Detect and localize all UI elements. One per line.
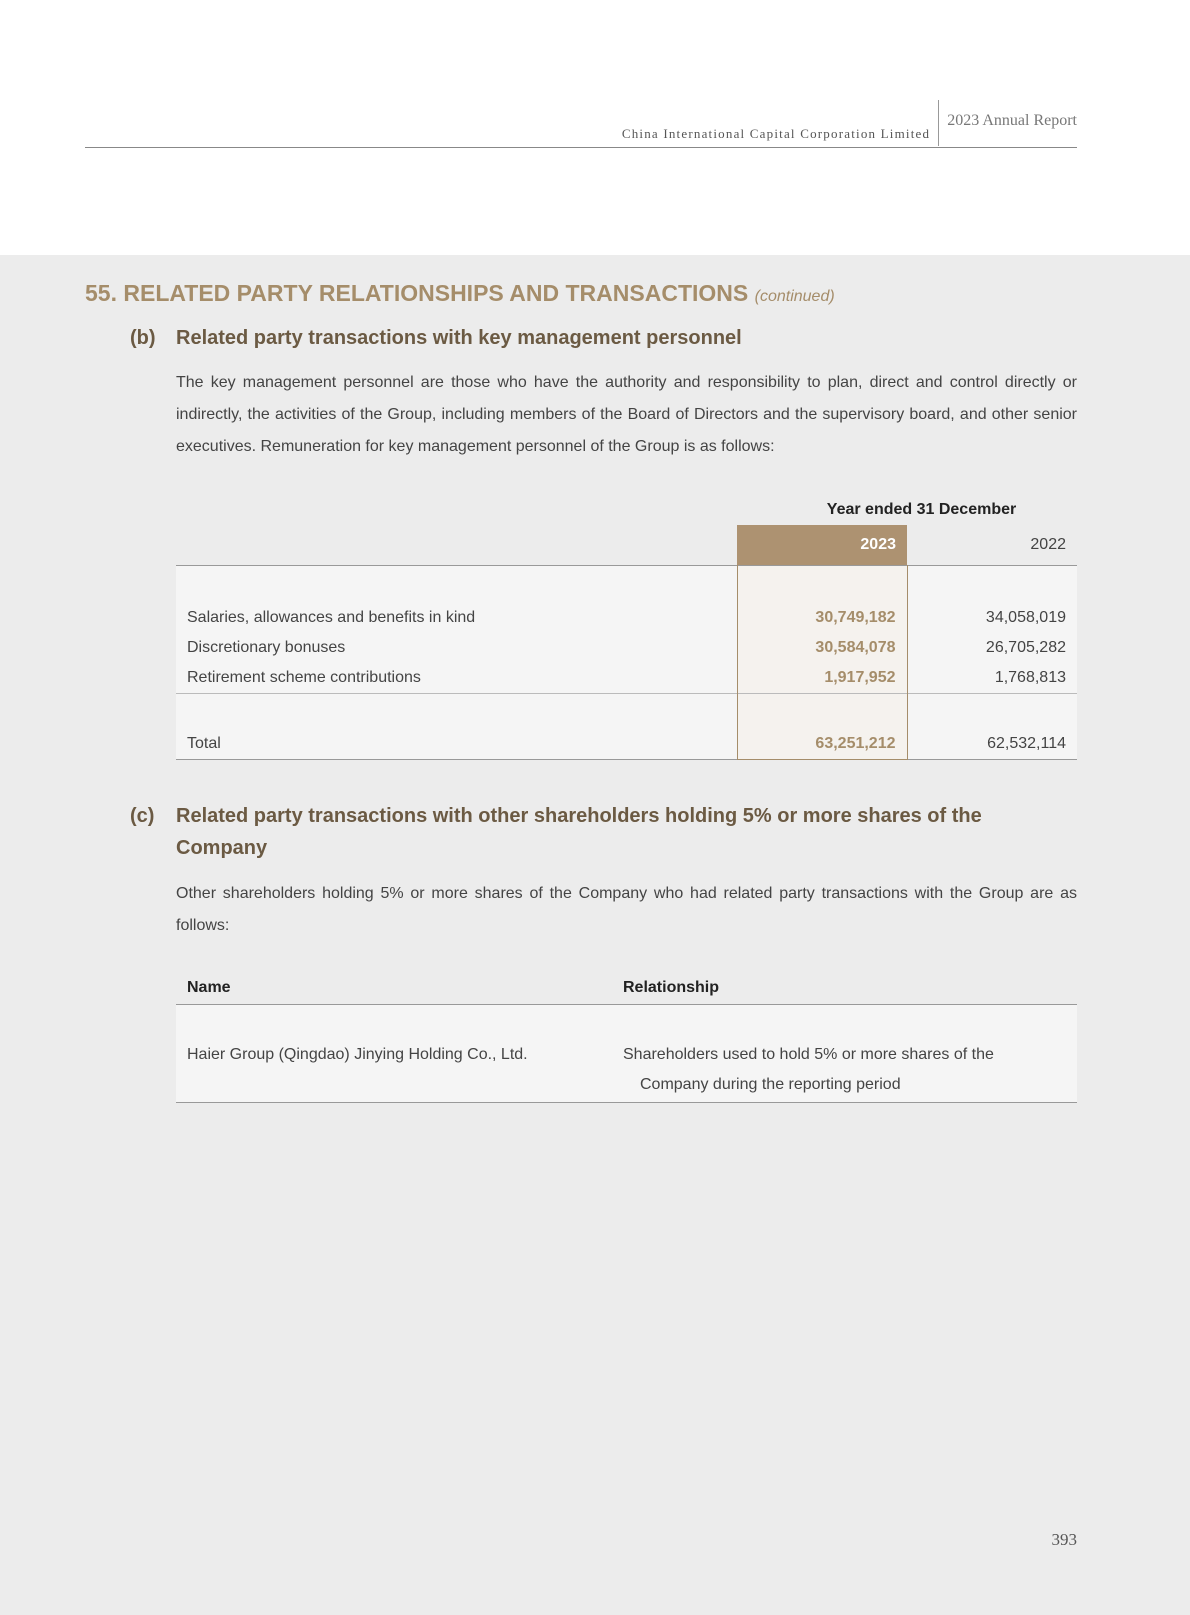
table-row (176, 663, 1077, 693)
subsection-c-paragraph: Other shareholders holding 5% or more shares of the Company who had related party transactions with the Group are as follows: (176, 885, 1077, 934)
total-row (176, 729, 1077, 759)
col-relationship: Relationship (623, 978, 720, 996)
col-2022: 2022 (1030, 535, 1066, 553)
section-heading (85, 280, 835, 307)
relationship-line: Shareholders used to hold 5% or more shares of the (623, 1046, 994, 1063)
table-row (176, 1040, 1077, 1103)
subsection-title: Related party transactions with key management personnel (176, 327, 742, 349)
row-label: Discretionary bonuses (187, 639, 346, 656)
page-number: 393 (1051, 1530, 1077, 1549)
header-rule (85, 147, 1077, 148)
subsection-title: Related party transactions with other shareholders holding 5% or more shares of the Company (176, 805, 982, 859)
table-row (176, 633, 1077, 663)
value-2023: 1,917,952 (737, 663, 907, 693)
subsection-label: (c) (130, 805, 155, 827)
subsection-b-paragraph: The key management personnel are those who have the authority and responsibility to plan, direct and control directly or indirectly, the activities of the Group, including members of the Board of Directors and the supervisory board, and other senior executives. Remuneration for key management personnel of the Group is as follows: (176, 374, 1077, 455)
subsection-label: (b) (130, 327, 156, 349)
total-label: Total (187, 734, 221, 752)
relationship-line: Company during the reporting period (640, 1076, 901, 1093)
section-number: 55. (85, 280, 117, 306)
value-2023: 30,749,182 (737, 603, 907, 633)
total-2022: 62,532,114 (987, 734, 1066, 752)
total-2023: 63,251,212 (737, 729, 907, 759)
shareholder-name: Haier Group (Qingdao) Jinying Holding Co., Ltd. (187, 1046, 528, 1063)
row-label: Retirement scheme contributions (187, 668, 421, 686)
row-label: Salaries, allowances and benefits in kind (187, 609, 476, 626)
continued-note: (continued) (754, 288, 835, 305)
running-header (622, 100, 1077, 146)
relationship (612, 1040, 1077, 1103)
value-2022: 34,058,019 (985, 609, 1066, 626)
report-title: 2023 Annual Report (947, 112, 1077, 129)
remuneration-table (176, 495, 1077, 760)
company-name: China International Capital Corporation Limited (621, 126, 931, 141)
value-2023: 30,584,078 (737, 633, 907, 663)
col-2023: 2023 (737, 525, 907, 565)
value-2022: 26,705,282 (985, 639, 1066, 656)
value-2022: 1,768,813 (994, 668, 1066, 686)
col-name: Name (187, 978, 231, 996)
shareholders-table (176, 972, 1077, 1103)
section-title: RELATED PARTY RELATIONSHIPS AND TRANSACTIONS (123, 280, 749, 306)
table-row (176, 603, 1077, 633)
group-header: Year ended 31 December (826, 501, 1017, 518)
